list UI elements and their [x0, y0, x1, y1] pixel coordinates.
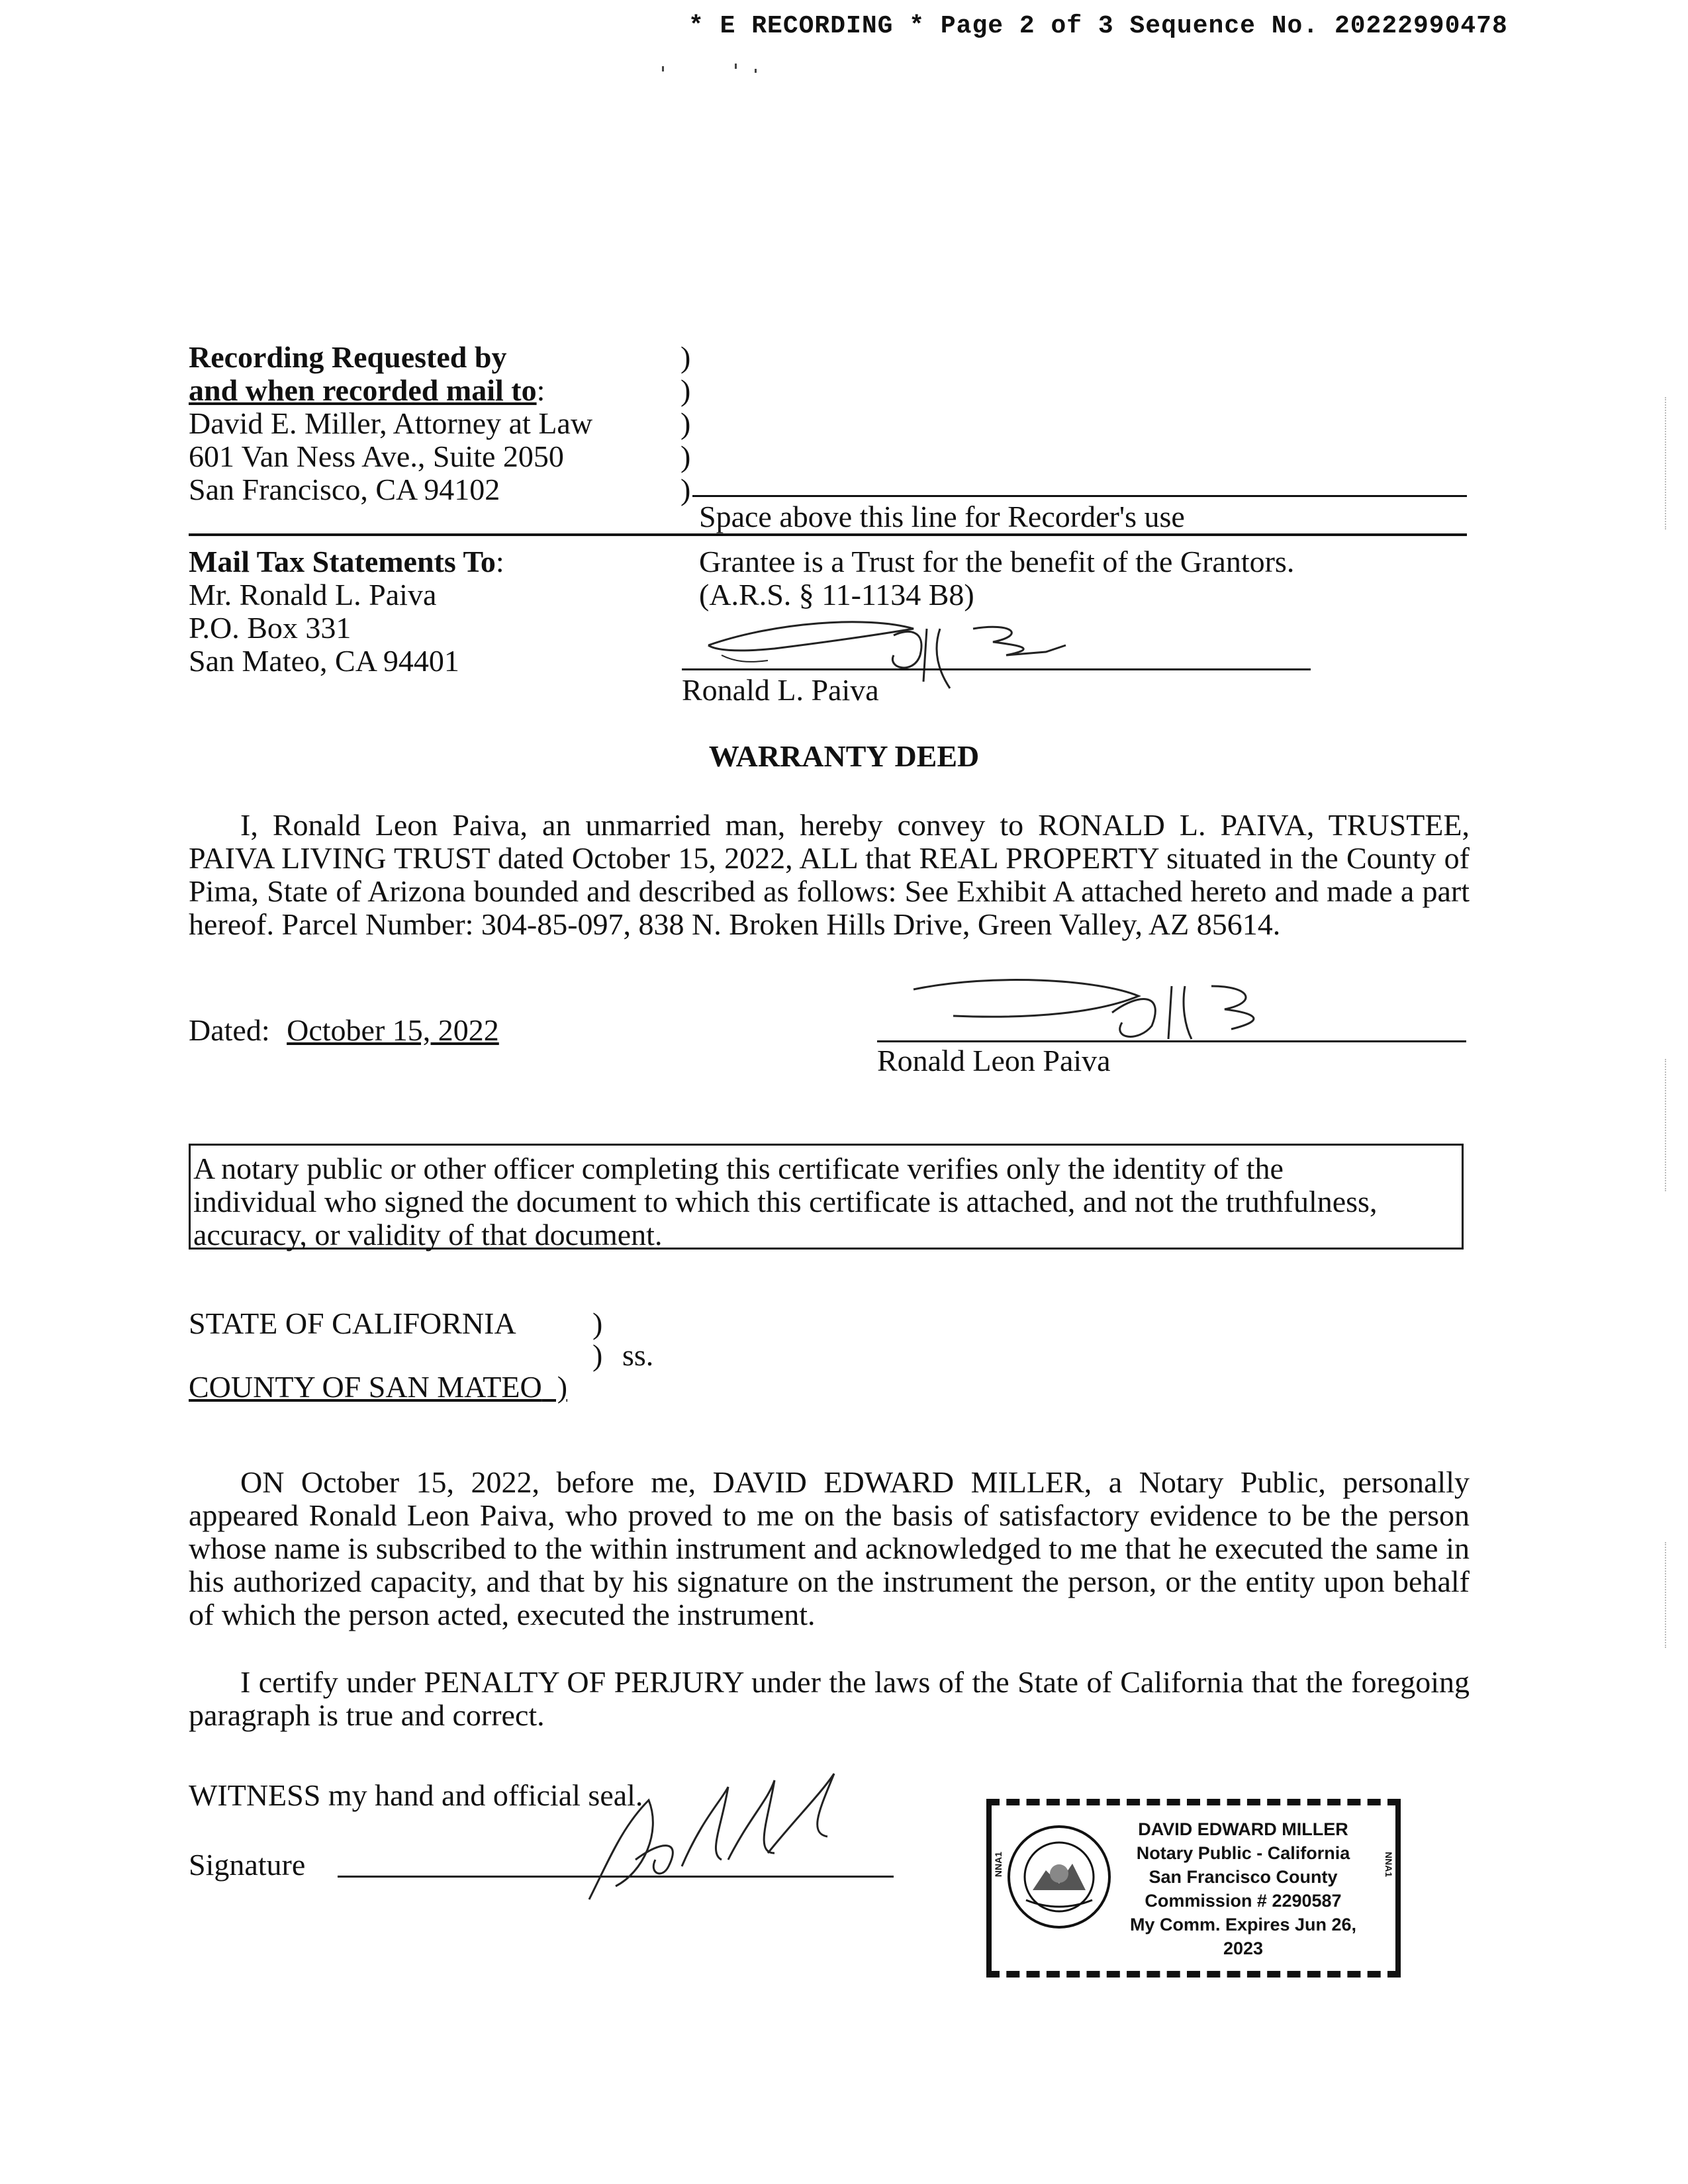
deed-title: WARRANTY DEED: [708, 739, 980, 773]
stamp-text-block: [1111, 1817, 1376, 1960]
recording-line: David E. Miller, Attorney at Law: [189, 406, 593, 440]
notary-notice-text: A notary public or other officer completing this certificate verifies only the identity of the individual who signed the document to which this certificate is attached, and not the truthfulness, accuracy, or validity of that document.: [193, 1152, 1378, 1251]
signature-label: Signature: [189, 1848, 306, 1882]
stamp-name: DAVID EDWARD MILLER: [1138, 1819, 1348, 1839]
venue-bracket: ): [592, 1338, 603, 1372]
deed-signature: [900, 966, 1311, 1052]
venue-bracket: ): [592, 1306, 603, 1340]
stamp-side-code: NNA1: [993, 1852, 1004, 1878]
tax-colon: :: [495, 545, 504, 578]
venue-county: COUNTY OF SAN MATEO ): [189, 1370, 568, 1404]
venue-state: STATE OF CALIFORNIA: [189, 1306, 516, 1340]
scan-speck: [662, 66, 664, 71]
deed-signature-line: [877, 1040, 1466, 1042]
recording-header: * E RECORDING * Page 2 of 3 Sequence No. 20222990478: [688, 12, 1508, 40]
notary-notice-box: [189, 1144, 1464, 1250]
bracket: ): [680, 406, 691, 440]
recorder-line: [692, 495, 1467, 497]
recording-line: San Francisco, CA 94102: [189, 473, 500, 506]
recording-label-1: Recording Requested by: [189, 340, 507, 374]
tax-line: P.O. Box 331: [189, 611, 352, 645]
deed-body: I, Ronald Leon Paiva, an unmarried man, hereby convey to RONALD L. PAIVA, TRUSTEE, PAIVA LIVING TRUST dated October 15, 2022, ALL that REAL PROPERTY situated in the County of Pima, State of Arizona bounded and described as follows: See Exhibit A attached hereto and made a part hereof. Parcel Number: 304-85-097, 838 N. Broken Hills Drive, Green Valley, AZ 85614.: [189, 808, 1470, 941]
bracket: ): [680, 439, 691, 473]
grantee-signer: Ronald L. Paiva: [682, 673, 879, 707]
scan-margin-mark: [1665, 397, 1667, 529]
recorder-note: Space above this line for Recorder's use: [699, 500, 1185, 533]
acknowledgment-para-1: ON October 15, 2022, before me, DAVID EDWARD MILLER, a Notary Public, personally appeared Ronald Leon Paiva, who proved to me on the basis of satisfactory evidence to be the person whose name is subscribed to the within instrument and acknowledged to me that he executed the same in his authorized capacity, and that by his signature on the instrument the person, or the entity upon behalf of which the person acted, executed the instrument.: [189, 1465, 1470, 1631]
tax-label: Mail Tax Statements To: [189, 545, 496, 578]
recording-colon: :: [536, 373, 545, 407]
scan-speck: [755, 69, 757, 73]
tax-line: San Mateo, CA 94401: [189, 644, 459, 678]
grantee-line-1: Grantee is a Trust for the benefit of the Grantors.: [699, 545, 1295, 578]
recording-label-2-wrap: [189, 374, 592, 407]
tax-line: Mr. Ronald L. Paiva: [189, 578, 437, 612]
bracket: ): [680, 373, 691, 407]
recording-label-2: and when recorded mail to: [189, 373, 537, 407]
bracket: ): [680, 340, 691, 374]
scan-speck: [735, 64, 737, 69]
venue-county-text: COUNTY OF SAN MATEO: [189, 1370, 542, 1404]
grantee-signature-line: [682, 668, 1311, 670]
dated-row: [189, 1014, 499, 1047]
acknowledgment-para-2: I certify under PENALTY OF PERJURY under the laws of the State of California that the foregoing paragraph is true and correct.: [189, 1665, 1470, 1732]
stamp-expires: My Comm. Expires Jun 26, 2023: [1129, 1915, 1357, 1958]
notary-stamp: [986, 1799, 1401, 1978]
bracket-column: [680, 341, 690, 506]
deed-signer: Ronald Leon Paiva: [877, 1044, 1111, 1077]
stamp-county: San Francisco County: [1149, 1867, 1338, 1887]
stamp-side-code: NNA1: [1383, 1852, 1394, 1878]
tax-block: [189, 545, 504, 678]
section-divider: [189, 533, 1467, 536]
scan-margin-mark: [1665, 1542, 1667, 1648]
recording-line: 601 Van Ness Ave., Suite 2050: [189, 439, 564, 473]
witness-line: WITNESS my hand and official seal.: [189, 1778, 643, 1812]
stamp-title: Notary Public - California: [1136, 1843, 1350, 1863]
venue-ss: ss.: [622, 1338, 654, 1372]
dated-value: October 15, 2022: [287, 1013, 499, 1047]
state-seal-icon: [1006, 1824, 1112, 1930]
dated-label: Dated:: [189, 1013, 270, 1047]
scan-margin-mark: [1665, 1059, 1667, 1191]
bracket: ): [680, 473, 691, 506]
recording-block: [189, 341, 592, 506]
notary-signature: [569, 1760, 861, 1913]
tax-label-wrap: [189, 545, 504, 578]
grantee-note: [699, 545, 1294, 612]
stamp-commission: Commission # 2290587: [1145, 1891, 1342, 1911]
grantee-line-2: (A.R.S. § 11-1134 B8): [699, 578, 974, 612]
